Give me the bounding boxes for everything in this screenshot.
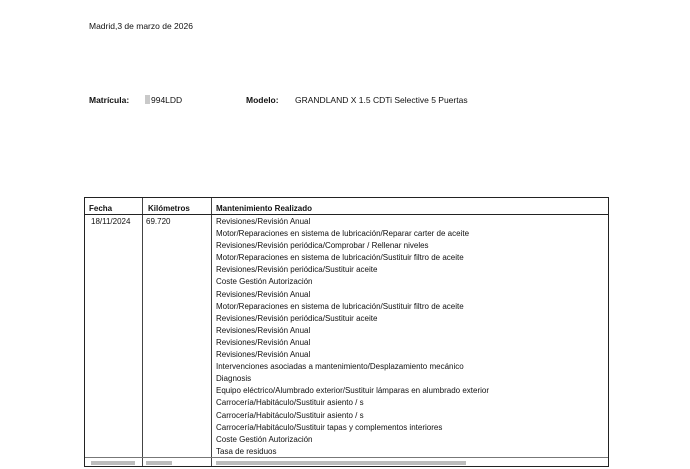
header-kilometros: Kilómetros xyxy=(148,204,190,213)
maintenance-item: Carrocería/Habitáculo/Sustituir tapas y complementos interiores xyxy=(216,422,443,432)
maintenance-item: Coste Gestión Autorización xyxy=(216,277,313,287)
redaction-mark xyxy=(145,95,150,104)
matricula-value: 994LDD xyxy=(151,95,183,105)
maintenance-item: Equipo eléctrico/Alumbrado exterior/Sustituir lámparas en alumbrado exterior xyxy=(216,386,490,396)
maintenance-item: Intervenciones asociadas a mantenimiento/Desplazamiento mecánico xyxy=(216,362,464,372)
truncated-next-row xyxy=(85,457,608,469)
modelo-value: GRANDLAND X 1.5 CDTi Selective 5 Puertas xyxy=(295,95,468,105)
row-kilometros: 69.720 xyxy=(146,217,171,226)
matricula-label: Matrícula: xyxy=(89,95,130,105)
maintenance-item: Revisiones/Revisión periódica/Sustituir aceite xyxy=(216,265,378,275)
table-header xyxy=(85,198,608,215)
document-date: Madrid,3 de marzo de 2026 xyxy=(89,21,193,31)
maintenance-item: Revisiones/Revisión periódica/Sustituir aceite xyxy=(216,313,378,323)
maintenance-item: Revisiones/Revisión Anual xyxy=(216,325,311,335)
maintenance-item: Revisiones/Revisión Anual xyxy=(216,350,311,360)
maintenance-item: Revisiones/Revisión Anual xyxy=(216,217,311,226)
maintenance-item: Revisiones/Revisión Anual xyxy=(216,337,311,347)
maintenance-item: Motor/Reparaciones en sistema de lubricación/Sustituir filtro de aceite xyxy=(216,253,464,263)
maintenance-item: Motor/Reparaciones en sistema de lubricación/Reparar carter de aceite xyxy=(216,229,470,239)
maintenance-item: Revisiones/Revisión Anual xyxy=(216,289,311,299)
row-maintenance-list xyxy=(216,216,489,458)
maintenance-item: Carrocería/Habitáculo/Sustituir asiento / s xyxy=(216,410,364,420)
truncated-text xyxy=(216,461,466,465)
maintenance-item: Coste Gestión Autorización xyxy=(216,434,313,444)
matricula-value-wrapper xyxy=(145,95,182,105)
maintenance-item: Revisiones/Revisión periódica/Comprobar / Rellenar niveles xyxy=(216,241,429,251)
truncated-text xyxy=(91,461,135,465)
column-divider xyxy=(211,198,212,466)
maintenance-item: Motor/Reparaciones en sistema de lubricación/Sustituir filtro de aceite xyxy=(216,301,464,311)
maintenance-item: Carrocería/Habitáculo/Sustituir asiento / s xyxy=(216,398,364,408)
header-mantenimiento: Mantenimiento Realizado xyxy=(216,204,313,213)
modelo-label: Modelo: xyxy=(246,95,279,105)
column-divider xyxy=(142,198,143,466)
truncated-text xyxy=(146,461,172,465)
row-fecha: 18/11/2024 xyxy=(91,217,131,226)
maintenance-item: Tasa de residuos xyxy=(216,446,277,456)
header-fecha: Fecha xyxy=(89,204,113,213)
maintenance-table xyxy=(84,197,609,467)
maintenance-item: Diagnosis xyxy=(216,374,252,384)
